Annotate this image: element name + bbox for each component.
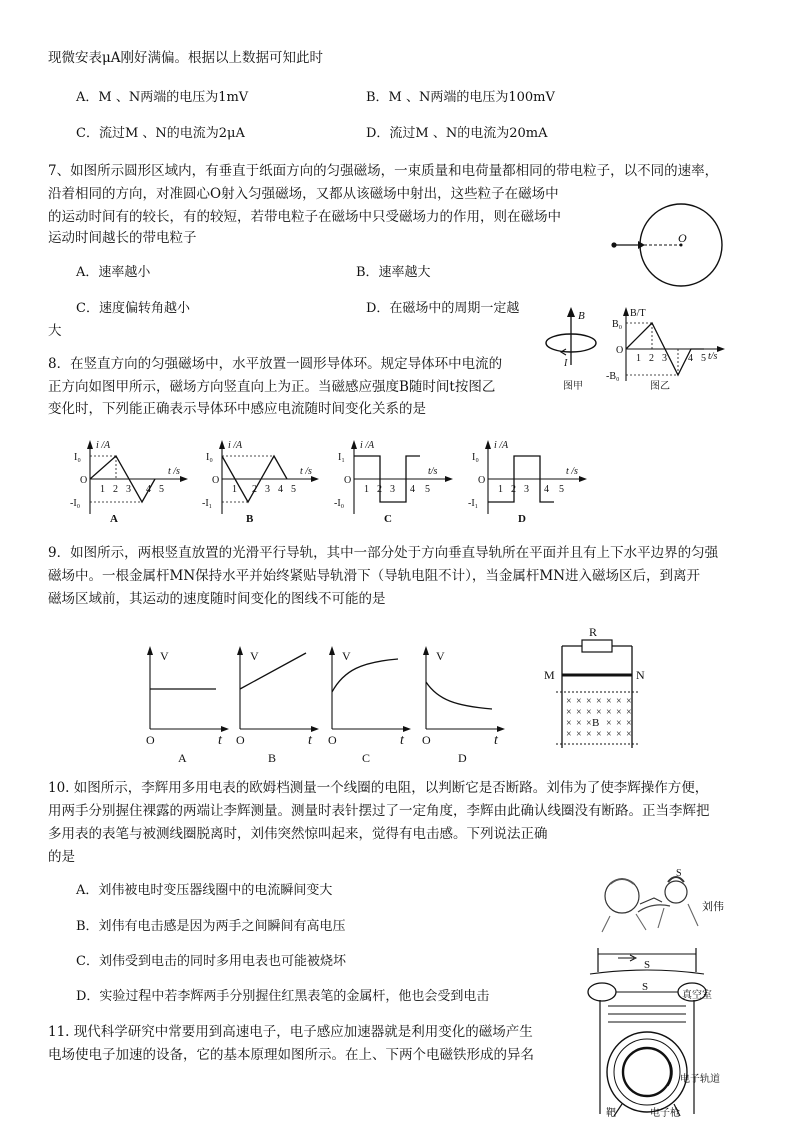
q7-option-d: D．在磁场中的周期一定越 (366, 301, 520, 316)
field-x-mark: × (626, 707, 632, 718)
q7-option-d-wrap: 大 (48, 323, 62, 339)
q7-option-b: B．速率越大 (356, 265, 431, 280)
q9-fig-b-label: B (592, 717, 600, 729)
field-x-mark: × (616, 729, 622, 740)
field-x-mark: × (596, 707, 602, 718)
q7-circle-figure (600, 196, 730, 300)
field-x-mark: × (586, 707, 592, 718)
q6-option-c: C．流过M 、N的电流为2μA (76, 126, 245, 141)
q6-option-d: D．流过M 、N的电流为20mA (366, 126, 548, 141)
q8-yi-tick: 2 (649, 353, 654, 364)
q8d-neg-i0: -I₁ (468, 498, 479, 509)
q10-option-d: D．实验过程中若李辉两手分别握住红黑表笔的金属杆，他也会受到电击 (76, 989, 490, 1004)
field-x-mark: × (596, 729, 602, 740)
q7-center-label: O (678, 231, 687, 245)
q8b-i0: I₀ (206, 452, 213, 463)
q9-fig-m-label: M (544, 668, 555, 682)
q11-vacuum-label: 真空室 (682, 990, 712, 1001)
q8-jia-b-label: B (578, 310, 585, 322)
q8-yi-tick: 3 (662, 353, 667, 364)
q11-line-1: 11. 现代科学研究中常要用到高速电子，电子感应加速器就是利用变化的磁场产生 (48, 1024, 533, 1040)
q8d-tick: 2 (511, 484, 516, 495)
field-x-mark: × (616, 707, 622, 718)
q10-line-1: 10. 如图所示，李辉用多用电表的欧姆档测量一个线圈的电阻，以判断它是否断路。刘伟为了使李辉操作方便， (48, 780, 709, 796)
q10-measurement-sketch (580, 868, 730, 946)
q8b-tick: 3 (265, 484, 270, 495)
q9b-t-label: t (308, 733, 312, 748)
q8c-tick: 3 (390, 484, 395, 495)
q8a-tick: 4 (146, 484, 151, 495)
q8a-origin: O (80, 475, 88, 486)
field-x-mark: × (616, 696, 622, 707)
field-x-mark: × (596, 696, 602, 707)
q9d-v-label: V (436, 649, 445, 663)
q8d-tick: 5 (559, 484, 564, 495)
q9-line-2: 磁场中。一根金属杆MN保持水平并始终紧贴导轨滑下（导轨电阻不计），当金属杆MN进入磁场区后，到离开 (48, 568, 701, 584)
q8b-ylabel: i /A (228, 440, 243, 451)
q8d-tick: 4 (544, 484, 549, 495)
q8c-letter: C (384, 513, 392, 525)
q8a-neg-i0: -I₀ (70, 498, 81, 509)
q8d-ylabel: i /A (494, 440, 509, 451)
q8-line-3: 变化时，下列能正确表示导体环中感应电流随时间变化关系的是 (48, 401, 426, 417)
q6-tail-text: 现微安表μA刚好满偏。根据以上数据可知此时 (48, 50, 324, 66)
q8-fig-yi (604, 303, 734, 395)
q8-yi-tick: 5 (701, 353, 706, 364)
q11-orbit-label: 电子轨道 (680, 1074, 720, 1085)
q8-fig-jia (538, 303, 610, 395)
q8a-tick: 1 (100, 484, 105, 495)
q9b-origin: O (236, 733, 245, 747)
q8a-xlabel: t /s (168, 466, 180, 477)
q8b-tick: 1 (232, 484, 237, 495)
field-x-mark: × (576, 696, 582, 707)
q9-fig-r-label: R (589, 625, 598, 639)
field-x-mark: × (606, 707, 612, 718)
q7-option-a: A．速率越小 (76, 265, 151, 280)
q10-option-b: B．刘伟有电击感是因为两手之间瞬间有高电压 (76, 919, 346, 934)
q8a-tick: 5 (159, 484, 164, 495)
q9c-letter: C (362, 751, 371, 765)
field-x-mark: × (616, 718, 622, 729)
q6-option-b: B．M 、N两端的电压为100mV (366, 90, 555, 105)
q8b-letter: B (246, 513, 254, 525)
field-x-mark: × (576, 729, 582, 740)
q8c-tick: 5 (425, 484, 430, 495)
q9a-letter: A (178, 751, 187, 765)
q9-line-3: 磁场区域前，其运动的速度随时间变化的图线不可能的是 (48, 591, 386, 607)
q11-target-label: 靶 (606, 1108, 616, 1119)
field-x-mark: × (566, 729, 572, 740)
q9a-t-label: t (218, 733, 222, 748)
q7-line-3: 的运动时间有的较长，有的较短，若带电粒子在磁场中只受磁场力的作用，则在磁场中 (48, 209, 561, 225)
q7-line-1: 7、如图所示圆形区域内，有垂直于纸面方向的匀强磁场，一束质量和电荷量都相同的带电粒子，以不同的速率， (48, 163, 719, 179)
q7-line-4: 运动时间越长的带电粒子 (48, 230, 197, 246)
q10-option-c: C．刘伟受到电击的同时多用电表也可能被烧坏 (76, 954, 346, 969)
q9b-v-label: V (250, 649, 259, 663)
field-x-mark: × (626, 696, 632, 707)
q8-line-1: 8．在竖直方向的匀强磁场中，水平放置一圆形导体环。规定导体环中电流的 (48, 356, 503, 372)
q9-graph-a (140, 640, 236, 768)
q8-yi-xlabel: t/s (708, 351, 718, 362)
q8-yi-neg-b0: -B₀ (606, 371, 620, 382)
q8c-xlabel: t/s (428, 466, 438, 477)
q10-s-mark: S (676, 868, 682, 879)
q8b-tick: 2 (252, 484, 257, 495)
q8-jia-caption: 图甲 (563, 381, 583, 392)
q8c-ylabel: i /A (360, 440, 375, 451)
q8a-ylabel: i /A (96, 440, 111, 451)
field-x-mark: × (586, 718, 592, 729)
q8-yi-ylabel: B/T (630, 308, 646, 319)
q8-graph-b (196, 436, 326, 526)
q8d-tick: 3 (524, 484, 529, 495)
q8-graph-c (332, 436, 462, 526)
field-x-mark: × (576, 707, 582, 718)
q8d-i0: I₀ (472, 452, 479, 463)
q8c-tick: 1 (364, 484, 369, 495)
q8c-origin: O (344, 475, 352, 486)
q9a-origin: O (146, 733, 155, 747)
q6-option-a: A．M 、N两端的电压为1mV (76, 90, 249, 105)
q9d-origin: O (422, 733, 431, 747)
q9-graph-c (322, 640, 418, 768)
q8a-tick: 2 (113, 484, 118, 495)
q7-line-2: 沿着相同的方向，对准圆心O射入匀强磁场，又都从该磁场中射出，这些粒子在磁场中 (48, 186, 559, 202)
q8c-neg-i0: -I₀ (334, 498, 345, 509)
q8d-xlabel: t /s (566, 466, 578, 477)
q7-option-c: C．速度偏转角越小 (76, 301, 190, 316)
field-x-mark: × (606, 696, 612, 707)
q8c-tick: 4 (410, 484, 415, 495)
field-x-mark: × (586, 729, 592, 740)
q8a-letter: A (110, 513, 118, 525)
q9-graph-b (230, 640, 326, 768)
q8b-tick: 4 (278, 484, 283, 495)
q8b-origin: O (212, 475, 220, 486)
q8b-xlabel: t /s (300, 466, 312, 477)
q8b-tick: 5 (291, 484, 296, 495)
q9b-letter: B (268, 751, 277, 765)
q8-yi-origin: O (616, 345, 624, 356)
q10-line-3: 多用表的表笔与被测线圈脱离时，刘伟突然惊叫起来，觉得有电击感。下列说法正确 (48, 826, 548, 842)
q8a-i0: I₀ (74, 452, 81, 463)
q11-betatron-figure (578, 944, 728, 1120)
q8d-tick: 1 (498, 484, 503, 495)
q8d-letter: D (518, 513, 526, 525)
q8-jia-i-label: I (564, 358, 568, 369)
q8-yi-b0: B₀ (612, 319, 623, 330)
q9c-t-label: t (400, 733, 404, 748)
q11-s-mid: S (642, 981, 649, 993)
field-x-mark: × (626, 718, 632, 729)
q9-graph-d (416, 640, 512, 768)
q10-person-label: 刘伟 (702, 901, 724, 913)
field-x-mark: × (586, 696, 592, 707)
q10-line-2: 用两手分别握住裸露的两端让李辉测量。测量时表针摆过了一定角度，李辉由此确认线圈没有断路。正当李辉把 (48, 803, 710, 819)
field-x-mark: × (626, 729, 632, 740)
field-x-mark: × (566, 707, 572, 718)
q8-line-2: 正方向如图甲所示，磁场方向竖直向上为正。当磁感应强度B随时间t按图乙 (48, 379, 496, 395)
q9-fig-n-label: N (636, 668, 645, 682)
q11-gun-label: 电子枪 (650, 1108, 680, 1119)
q11-line-2: 电场使电子加速的设备，它的基本原理如图所示。在上、下两个电磁铁形成的异名 (48, 1047, 534, 1063)
q8-yi-tick: 4 (688, 353, 693, 364)
q8d-origin: O (478, 475, 486, 486)
q8-yi-tick: 1 (636, 353, 641, 364)
q10-option-a: A．刘伟被电时变压器线圈中的电流瞬间变大 (76, 883, 333, 898)
field-x-mark: × (606, 718, 612, 729)
q9d-letter: D (458, 751, 467, 765)
q8a-tick: 3 (126, 484, 131, 495)
q8-graph-d (466, 436, 596, 526)
q9-rail-figure (538, 624, 654, 754)
q8c-i0: I₁ (338, 452, 345, 463)
field-x-mark: × (566, 696, 572, 707)
q8-graph-a (60, 436, 195, 526)
field-x-mark: × (606, 729, 612, 740)
q8b-neg-i0: -I₁ (202, 498, 213, 509)
q9d-t-label: t (494, 733, 498, 748)
q11-s-top: S (644, 959, 651, 971)
field-x-mark: × (576, 718, 582, 729)
q10-line-4: 的是 (48, 849, 75, 865)
q9c-origin: O (328, 733, 337, 747)
q9a-v-label: V (160, 649, 169, 663)
q8c-tick: 2 (377, 484, 382, 495)
q8-yi-caption: 图乙 (650, 381, 670, 392)
q9c-v-label: V (342, 649, 351, 663)
q9-line-1: 9．如图所示，两根竖直放置的光滑平行导轨，其中一部分处于方向垂直导轨所在平面并且有上下水平边界的匀强 (48, 545, 719, 561)
field-x-mark: × (566, 718, 572, 729)
